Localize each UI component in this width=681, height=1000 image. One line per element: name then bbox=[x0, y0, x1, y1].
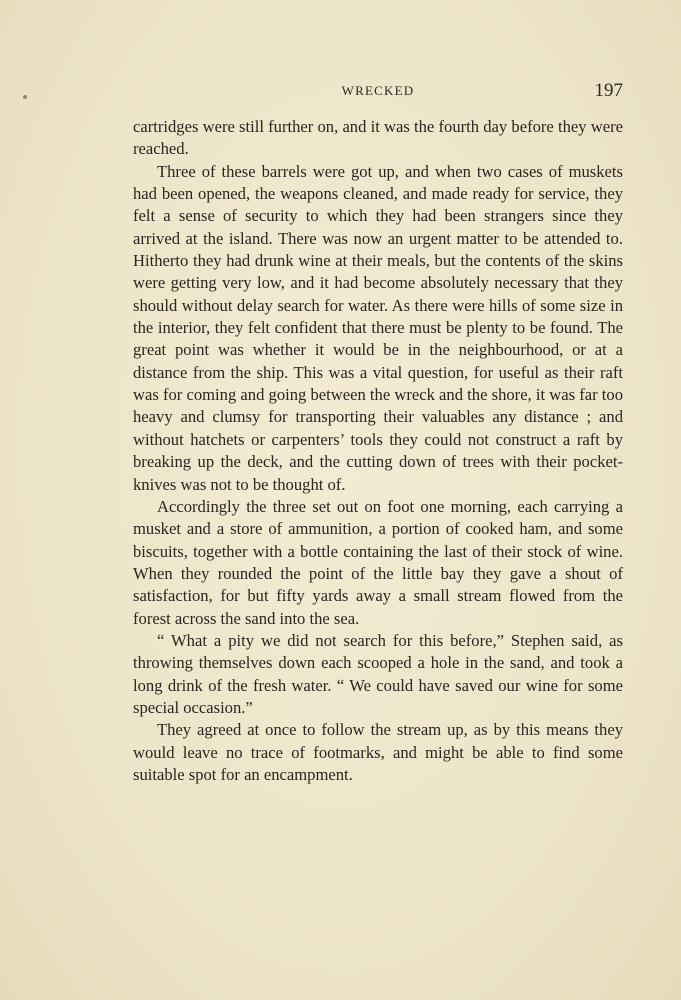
paragraph-barrels: Three of these barrels were got up, and when two cases of muskets had been opened, the weapons cleaned, and made ready for service, they felt a sense of security to which they had been strangers since they arrived at the island. There was now an urgent matter to be attended to. Hitherto they had drunk wine at their meals, but the contents of the skins were getting very low, and it had become absolutely necessary that they should without delay search for water. As there were hills of some size in the interior, they felt confident that there must be plenty to be found. The great point was whether it would be in the neighbourhood, or at a distance from the ship. This was a vital question, for useful as their raft was for coming and going between the wreck and the shore, it was far too heavy and clumsy for transporting their valuables any distance ; and without hatchets or carpenters’ tools they could not construct a raft by breaking up the deck, and the cutting down of trees with their pocket-knives was not to be thought of. bbox=[133, 161, 623, 494]
paper-speck bbox=[23, 95, 27, 99]
paragraph-stream: They agreed at once to follow the stream up, as by this means they would leave no trace of footmarks, and might be able to find some suitable spot for an encampment. bbox=[133, 720, 623, 784]
paragraph-dialogue: “ What a pity we did not search for this before,” Stephen said, as throwing themselves down each scooped a hole in the sand, and took a long drink of the fresh water. “ We could have saved our wine for some special occasion.” bbox=[133, 630, 623, 717]
body-text bbox=[133, 116, 623, 786]
paragraph-set-out: Accordingly the three set out on foot one morning, each carrying a musket and a store of ammunition, a portion of cooked ham, and some biscuits, together with a bottle containing the last of their stock of wine. When they rounded the point of the little bay they gave a shout of satisfaction, for but fifty yards away a small stream flowed from the forest across the sand into the sea. bbox=[133, 496, 623, 628]
running-head bbox=[133, 80, 623, 102]
page-number: 197 bbox=[594, 80, 623, 101]
running-title: WRECKED bbox=[341, 83, 415, 98]
paragraph-continuation: cartridges were still further on, and it was the fourth day before they were reached. bbox=[133, 117, 623, 159]
